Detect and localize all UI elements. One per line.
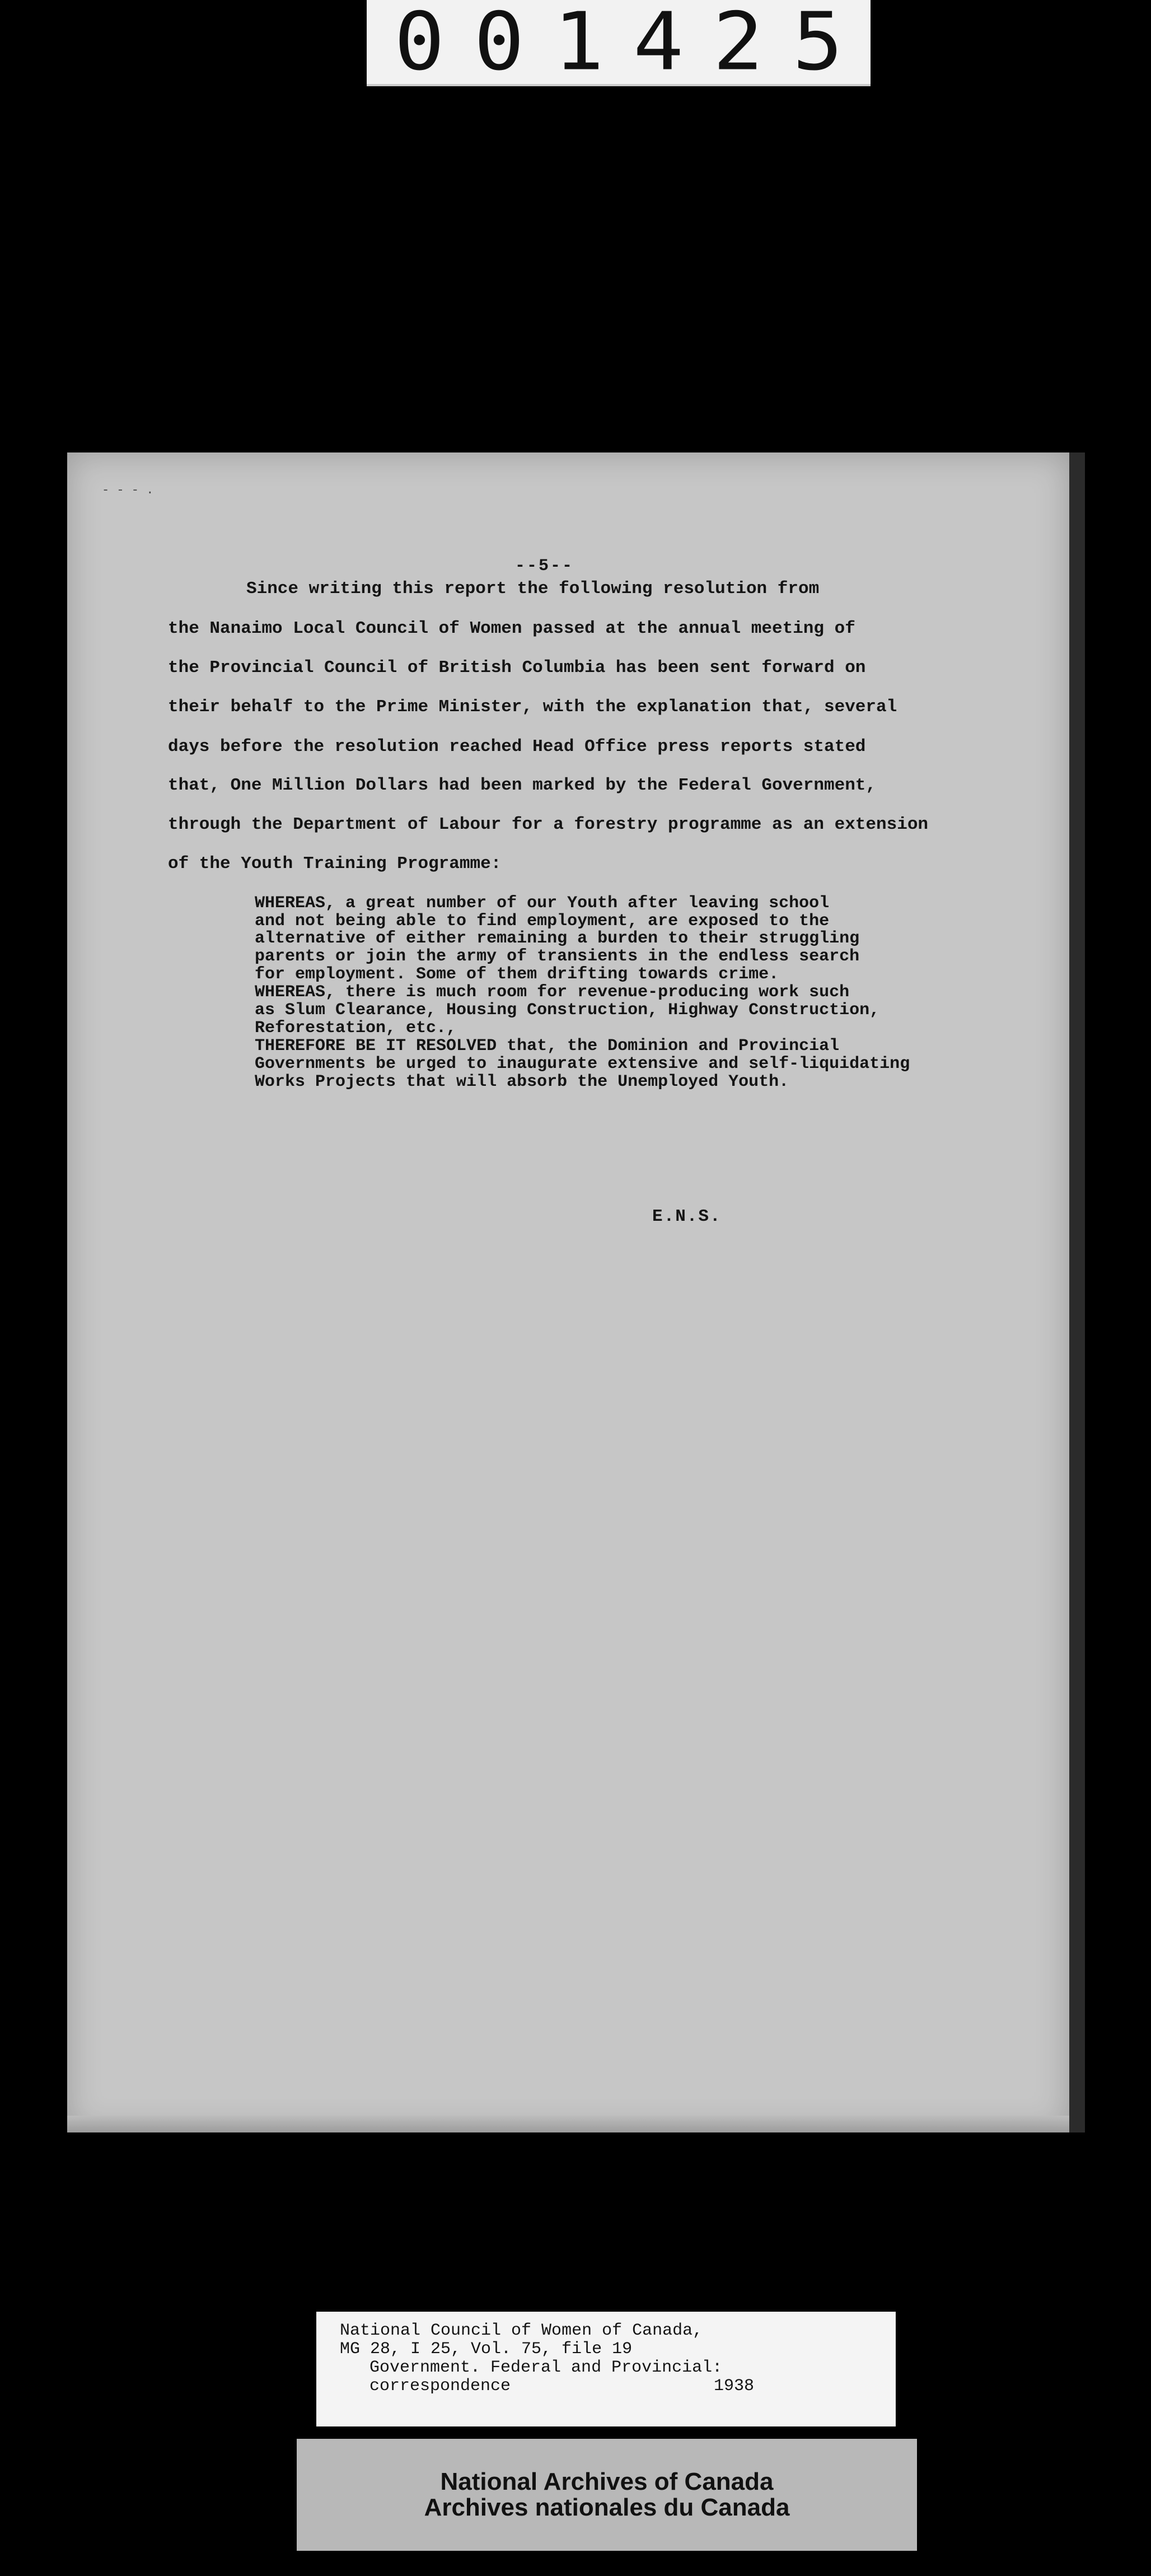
- label-year: 1938: [714, 2377, 755, 2396]
- paragraph-line: days before the resolution reached Head Office press reports stated: [168, 737, 866, 757]
- label-line: correspondence: [369, 2377, 511, 2396]
- document-page: [67, 452, 1085, 2132]
- resolution-line: Reforestation, etc.,: [255, 1019, 457, 1038]
- archives-plaque: [297, 2439, 917, 2551]
- paragraph-line: of the Youth Training Programme:: [168, 854, 502, 874]
- resolution-line: THEREFORE BE IT RESOLVED that, the Dominion and Provincial: [255, 1037, 840, 1056]
- resolution-line: WHEREAS, a great number of our Youth after leaving school: [255, 894, 830, 913]
- archive-reference-label: [316, 2312, 896, 2426]
- resolution-line: and not being able to find employment, are exposed to the: [255, 912, 830, 931]
- paragraph-line: Since writing this report the following resolution from: [246, 579, 820, 599]
- resolution-line: Works Projects that will absorb the Unemployed Youth.: [255, 1072, 789, 1091]
- label-line: Government. Federal and Provincial:: [369, 2358, 723, 2377]
- frame-number: 001425: [394, 0, 872, 88]
- paragraph-line: their behalf to the Prime Minister, with the explanation that, several: [168, 697, 897, 717]
- signature-initials: E.N.S.: [652, 1207, 722, 1226]
- resolution-line: alternative of either remaining a burden to their struggling: [255, 929, 860, 948]
- label-line: National Council of Women of Canada,: [340, 2321, 703, 2340]
- corner-marks: - - - .: [102, 483, 154, 497]
- paragraph-line: through the Department of Labour for a forestry programme as an extension: [168, 815, 929, 834]
- paragraph-line: the Provincial Council of British Columbia has been sent forward on: [168, 658, 866, 678]
- frame-number-plate: [367, 0, 871, 86]
- paragraph-line: the Nanaimo Local Council of Women passed at the annual meeting of: [168, 619, 855, 638]
- resolution-line: parents or join the army of transients in the endless search: [255, 947, 860, 966]
- resolution-line: for employment. Some of them drifting towards crime.: [255, 965, 779, 984]
- resolution-line: WHEREAS, there is much room for revenue-producing work such: [255, 983, 850, 1002]
- resolution-line: Governments be urged to inaugurate extensive and self-liquidating: [255, 1054, 910, 1074]
- label-line: MG 28, I 25, Vol. 75, file 19: [340, 2340, 633, 2359]
- plaque-line-french: Archives nationales du Canada: [424, 2494, 790, 2521]
- plaque-line-english: National Archives of Canada: [440, 2468, 774, 2495]
- resolution-line: as Slum Clearance, Housing Construction, Highway Construction,: [255, 1001, 880, 1020]
- paragraph-line: that, One Million Dollars had been marked by the Federal Government,: [168, 776, 877, 795]
- page-number: --5--: [515, 557, 574, 576]
